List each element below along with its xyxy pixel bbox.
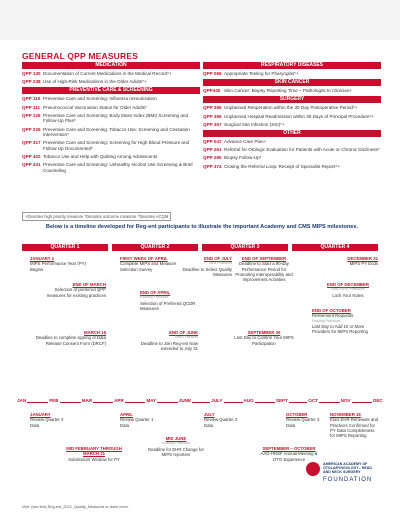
quarter-1-header: QUARTER 1 (22, 244, 108, 251)
month-label: JAN (17, 398, 27, 403)
measure-item (22, 71, 200, 77)
measure-description: Preventive Care and Screening: Influenza Immunization (43, 96, 157, 102)
measure-code: QPP 374 (203, 163, 222, 169)
measure-item (22, 105, 200, 111)
measure-code: QPP 238 (22, 79, 41, 85)
measure-code: QPP 355 (203, 105, 222, 111)
measure-code: QPP 317 (22, 140, 41, 146)
month-label: DEC (373, 398, 383, 403)
section-heading: MEDICATION (22, 62, 200, 69)
measure-item (203, 114, 381, 120)
month-label: FEB (49, 398, 59, 403)
page-title: GENERAL QPP MEASURES (22, 51, 139, 61)
milestone-october-review: OCTOBER Review Quarter 3 Data (286, 412, 320, 428)
measure-item (203, 71, 381, 77)
measure-code: QPP 402 (22, 154, 41, 160)
measure-item (203, 105, 381, 111)
right-measure-column (203, 62, 381, 172)
milestone-end-of-september: END OF SEPTEMBER Deadline to Start a 90-day Performance Period for Promoting Interoperability and Improvement Activities (235, 256, 293, 283)
month-axis (0, 397, 400, 409)
milestone-mid-june: MID JUNE Existing Practices Deadline for EHR Change for MIPS reporters (148, 436, 204, 457)
month-label: MAY (146, 398, 157, 403)
measure-code: QPP 226 (22, 126, 41, 132)
measure-description: Preventive Care and Screening: Tobacco Use: Screening and Cessation Intervention* (43, 126, 190, 138)
milestone-end-of-june: END OF JUNE New Practices Deadline to Join Reg-ent Now extended to July 31 (140, 330, 198, 351)
milestone-end-of-july: END OF JULY New Practices Deadline to Select Quality Measures (182, 256, 232, 277)
milestone-november-15: NOVEMBER 15 Elixir EHR Renewals and Practices Confirmed for PY Data Completeness for MIPS Reporting (330, 412, 379, 439)
measure-legend-footnote: +Denotes high priority measure *Denotes outcome measure ^Denotes eCQM (22, 212, 171, 221)
measure-item (203, 88, 381, 94)
foundation-seal-icon (306, 462, 320, 476)
measure-item (203, 147, 381, 153)
quarter-4-header: QUARTER 4 (292, 244, 378, 251)
measure-code: QPP 261 (203, 147, 222, 153)
milestone-jan-1: JANUARY 1 MIPS Performance Year (PY) Begins (30, 256, 86, 272)
milestone-end-of-october: END OF OCTOBER Refinement Requests Existing Practices Last Day to Add 10 or More Providers for MIPS Reporting (312, 308, 368, 335)
measure-code: QPP 356 (203, 113, 222, 119)
section-heading: RESPIRATORY DISEASES (203, 62, 381, 69)
measure-item (22, 96, 200, 102)
section-heading: SKIN CANCER (203, 79, 381, 86)
measure-description: Preventive Care and Screening: Unhealthy Alcohol Use Screening & Brief Counseling (43, 162, 193, 173)
top-banner (0, 0, 400, 40)
measure-description: Unplanned Reoperation within the 30 Day Postoperative Period*+ (224, 105, 358, 111)
measure-code: QPP 128 (22, 112, 41, 118)
month-label: NOV (340, 398, 351, 403)
measure-description: Referral for Otologic Evaluation for Patients with Acute or Chronic Dizziness* (224, 147, 380, 153)
milestone-september-30: SEPTEMBER 30 Last Day to Confirm Your MIPS Participation (234, 330, 294, 346)
milestone-april-review: APRIL Review Quarter 1 Data (120, 412, 154, 428)
milestone-september-october: SEPTEMBER – OCTOBER AAO-HNSF Annual Meeting & OTO Experience (260, 446, 318, 462)
left-measure-column (22, 62, 200, 176)
measure-item (22, 154, 200, 160)
milestone-december-31: DECEMBER 31 MIPS PY Ends (347, 256, 378, 267)
measure-description: Documentation of Current Medications in the Medical Record*+ (43, 71, 172, 76)
measure-description: Surgical Site Infection (SSI)*+ (224, 121, 285, 127)
month-label: SEPT (275, 398, 288, 403)
measure-code: QPP 047 (203, 138, 222, 144)
month-label: MAR (81, 398, 93, 403)
measure-description: Advance Care Plan+ (224, 138, 267, 144)
measure-item (22, 162, 200, 173)
measure-item (22, 113, 200, 124)
measure-code: QPP 265 (203, 155, 222, 161)
measure-item (22, 79, 200, 85)
measure-description: Pneumococcal Vaccination Status for Older Adults* (43, 104, 147, 110)
measure-item (203, 155, 381, 161)
measure-description: Preventive Care and Screening: Body Mass Index (BMI) Screening and Follow-Up Plan* (43, 112, 189, 124)
measure-item (203, 164, 381, 170)
month-label: OCT (308, 398, 318, 403)
milestone-end-of-december: END OF DECEMBER Non-PDSF Practices Lock Your Notes (326, 282, 370, 298)
month-label: JULY (211, 398, 223, 403)
measure-code: QPP 111 (22, 104, 41, 110)
measure-code: QPP440 (203, 88, 221, 94)
section-heading: OTHER (203, 130, 381, 137)
measure-code: QPP 431 (22, 162, 41, 168)
measure-item (203, 122, 381, 128)
measure-description: Preventive Care and Screening: Screening for High Blood Pressure and Follow-Up Documented* (43, 140, 190, 151)
measure-description: Unplanned Hospital Readmission within 30 Days of Principal Procedure*+ (224, 113, 375, 119)
measure-description: Tobacco Use and Help with Quitting Among Adolescents (43, 154, 158, 160)
measure-item (22, 140, 200, 151)
measure-description: Closing the Referral Loop: Receipt of Specialist Report*+ (224, 163, 340, 169)
footer-link-text[interactable]: Visit: (see link) Reg-ent_2022_Quality_Measures to learn more. (22, 505, 129, 509)
measure-description: Appropriate Testing for Pharyngitis*+ (224, 71, 299, 76)
quarter-2-header: QUARTER 2 (112, 244, 198, 251)
month-label: JUNE (178, 398, 192, 403)
section-heading: SURGERY (203, 96, 381, 103)
milestone-end-of-april: END OF APRIL Existing Practices Selection of Preferred QCDR Measures (140, 290, 196, 311)
measure-description: Biopsy Follow-Up* (224, 155, 262, 161)
measure-code: QPP 066 (203, 71, 222, 76)
measure-description: Skin Cancer: Biopsy Reporting Time – Pathologist to Clinician+ (224, 88, 353, 94)
measure-description: Use of High-Risk Medications in the Older Adults*+ (43, 79, 147, 85)
quarter-3-header: QUARTER 3 (202, 244, 288, 251)
section-heading: PREVENTIVE CARE & SCREENING (22, 87, 200, 94)
milestone-end-of-march: END OF MARCH Selection of preferred QPP measures for existing practices (46, 282, 106, 298)
measure-code: QPP 130 (22, 71, 41, 76)
milestone-march-15: MARCH 15 Deadline to complete signing of Data Release Consent Form (DRCF) (35, 330, 106, 346)
measure-code: QPP 110 (22, 96, 41, 102)
milestone-july-review: JULY Review Quarter 2 Data (204, 412, 238, 428)
timeline-intro: Below is a timeline developed for Reg-ent participants to illustrate the important Academy and CMS MIPS milestones. (45, 224, 359, 230)
measure-item (22, 127, 200, 138)
measure-item (203, 139, 381, 145)
month-label: AUG (243, 398, 254, 403)
month-label: APR (114, 398, 124, 403)
milestone-january-review: JANUARY Review Quarter 4 Data (30, 412, 64, 428)
milestone-first-week-april: FIRST WEEK OF APRIL Complete MIPS and Measure Selection Survey (120, 256, 177, 272)
month-axis-line (22, 402, 378, 403)
milestone-mid-february: MID FEBRUARY THROUGH MARCH 31 Submission Window for PY (66, 446, 122, 462)
measure-code: QPP 357 (203, 121, 222, 127)
